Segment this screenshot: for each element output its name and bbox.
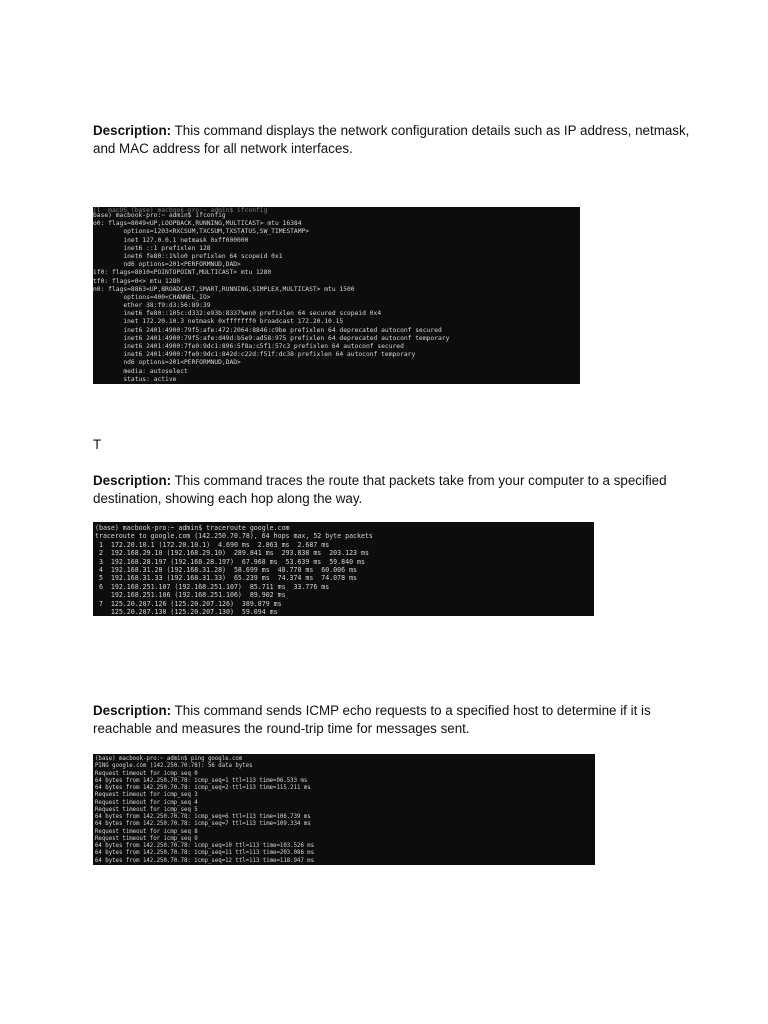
terminal-line: (base) macbook-pro:~ admin$ traceroute google.com xyxy=(95,524,290,532)
terminal-line: inet6 2401:4900:79f5:afe:472:2064:8846:c9be prefixlen 64 deprecated autoconf secured xyxy=(93,326,442,334)
terminal-line: 1 172.20.10.1 (172.20.10.1) 4.690 ms 2.863 ms 2.687 ms xyxy=(95,540,330,549)
terminal-line: 64 bytes from 142.250.70.78: icmp_seq=10 ttl=113 time=103.526 ms xyxy=(95,843,315,849)
terminal-line: 64 bytes from 142.250.70.78: icmp_seq=6 ttl=113 time=106.739 ms xyxy=(95,814,311,820)
terminal-line: 64 bytes from 142.250.70.78: icmp_seq=12 ttl=113 time=118.947 ms xyxy=(95,857,315,864)
terminal-line: ether 38:f9:d3:56:89:39 xyxy=(93,302,211,310)
terminal-line: 64 bytes from 142.250.70.78: icmp_seq=2 ttl=113 time=115.211 ms xyxy=(95,785,311,791)
terminal-line: 3 192.168.28.197 (192.168.28.197) 67.968 ms 53.639 ms 59.840 ms xyxy=(95,557,365,566)
description-label: Description: xyxy=(93,703,172,718)
terminal-line: options=400<CHANNEL_IO> xyxy=(93,293,211,301)
terminal-line: o0: flags=8049<UP,LOOPBACK,RUNNING,MULTICAST> mtu 16384 xyxy=(93,220,302,228)
description-text: This command traces the route that packets take from your computer to a specified destination, showing each hop along the way. xyxy=(93,473,667,506)
terminal-line: n0: flags=8863<UP,BROADCAST,SMART,RUNNING,SIMPLEX,MULTICAST> mtu 1500 xyxy=(93,285,355,293)
terminal-line: 2 192.168.29.10 (192.168.29.10) 289.841 ms 293.838 ms 203.123 ms xyxy=(95,549,369,558)
terminal-line: Request timeout for icmp_seq 8 xyxy=(95,828,198,835)
terminal-line: 64 bytes from 142.250.70.78: icmp_seq=7 ttl=113 time=109.334 ms xyxy=(95,821,311,828)
description-ping xyxy=(93,702,693,737)
terminal-line: media: autoselect xyxy=(93,367,188,375)
terminal-screenshot-ping xyxy=(93,754,595,865)
terminal-line: inet6 2401:4900:7fe0:9dc1:896:5f8a:c5f1:57c3 prefixlen 64 autoconf secured xyxy=(93,343,404,350)
terminal-line: base) macbook-pro:~ admin$ ifconfig xyxy=(93,212,226,219)
terminal-line: 192.168.251.106 (192.168.251.106) 89.902 ms xyxy=(95,591,286,600)
terminal-line: tf0: flags=0<> mtu 1280 xyxy=(93,277,181,285)
terminal-line: options=1203<RXCSUM,TXCSUM,TXSTATUS,SW_TIMESTAMP> xyxy=(93,228,310,236)
terminal-line: Request timeout for icmp_seq 5 xyxy=(95,806,198,813)
terminal-line: (base) macbook-pro:~ admin$ ping google.com xyxy=(95,756,243,762)
terminal-line: nd6 options=201<PERFORMNUD,DAD> xyxy=(93,261,241,269)
terminal-line: 64 bytes from 142.250.70.78: icmp_seq=1 ttl=113 time=96.533 ms xyxy=(95,777,308,784)
terminal-line: 4 192.168.31.28 (192.168.31.28) 58.699 ms 48.770 ms 60.006 ms xyxy=(95,565,358,574)
terminal-line: (l macOS (base) macbook-pro:~ admin$ ifconfig xyxy=(93,207,268,214)
terminal-line: inet 127.0.0.1 netmask 0xff000000 xyxy=(93,236,249,244)
terminal-line: status: active xyxy=(93,375,177,383)
terminal-line: inet6 fe80::1%lo0 prefixlen 64 scopeid 0x1 xyxy=(93,252,283,260)
terminal-line: Request timeout for icmp_seq 4 xyxy=(95,799,198,806)
terminal-line: 64 bytes from 142.250.70.78: icmp_seq=11 ttl=113 time=203.086 ms xyxy=(95,850,315,857)
terminal-line: 5 192.168.31.33 (192.168.31.33) 65.239 ms 74.374 ms 74.078 ms xyxy=(95,574,358,583)
terminal-screenshot-ifconfig xyxy=(93,207,580,384)
terminal-line: inet6 2401:4900:7fe0:9dc1:842d:c22d:f51f:dc38 prefixlen 64 autoconf temporary xyxy=(93,351,416,359)
terminal-line: PING google.com (142.250.70.78): 56 data bytes xyxy=(95,763,253,770)
terminal-line: inet6 ::1 prefixlen 128 xyxy=(93,244,211,252)
description-traceroute xyxy=(93,472,693,507)
description-text: This command displays the network configuration details such as IP address, netmask, and MAC address for all network interfaces. xyxy=(93,123,690,156)
terminal-line: traceroute to google.com (142.250.70.78), 64 hops max, 52 byte packets xyxy=(95,532,373,541)
terminal-line: inet 172.20.10.3 netmask 0xfffffff0 broadcast 172.20.10.15 xyxy=(93,318,344,326)
terminal-line: Request timeout for icmp_seq 9 xyxy=(95,835,198,842)
description-label: Description: xyxy=(93,473,172,488)
stray-character: T xyxy=(93,437,102,452)
description-label: Description: xyxy=(93,123,172,138)
terminal-line: nd6 options=201<PERFORMNUD,DAD> xyxy=(93,359,241,367)
terminal-line: inet6 2401:4900:79f5:afe:d49d:b5e9:ad58:975 prefixlen 64 deprecated autoconf temporary xyxy=(93,334,450,342)
terminal-line: if0: flags=8010<POINTOPOINT,MULTICAST> mtu 1280 xyxy=(93,269,272,277)
description-text: This command sends ICMP echo requests to a specified host to determine if it is reachable and measures the round-trip time for messages sent. xyxy=(93,703,651,736)
terminal-line: Request timeout for icmp_seq 0 xyxy=(95,770,198,777)
terminal-line: 125.20.207.130 (125.20.207.130) 59.094 ms xyxy=(95,607,278,616)
terminal-line: 6 192.168.251.107 (192.168.251.107) 85.711 ms 33.776 ms xyxy=(95,582,330,591)
description-ifconfig xyxy=(93,122,693,157)
terminal-line: Request timeout for icmp_seq 3 xyxy=(95,792,198,799)
terminal-line: 7 125.20.207.126 (125.20.207.126) 389.879 ms xyxy=(95,599,282,608)
terminal-screenshot-traceroute xyxy=(93,522,594,616)
terminal-line: inet6 fe80::105c:d332:e93b:8337%en0 prefixlen 64 secured scopeid 0x4 xyxy=(93,310,382,318)
